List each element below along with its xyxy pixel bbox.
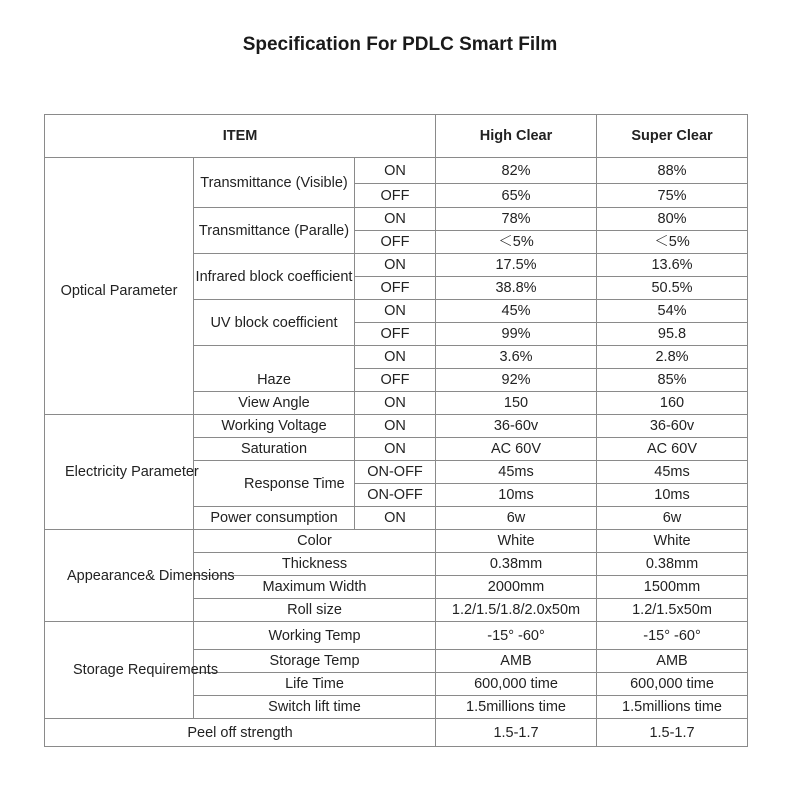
spec-table — [44, 114, 748, 747]
value-cell: 0.38mm — [436, 553, 597, 576]
value-cell: 600,000 time — [436, 673, 597, 696]
state-cell: ON — [355, 300, 436, 323]
state-cell: ON — [355, 208, 436, 231]
category-storage — [45, 622, 219, 719]
value-cell: 600,000 time — [597, 673, 748, 696]
value-cell: 6w — [436, 507, 597, 530]
value-cell: 65% — [436, 184, 597, 208]
category-peel-off-strength: Peel off strength — [45, 719, 436, 747]
value-cell: 54% — [597, 300, 748, 323]
value-cell: AMB — [597, 650, 748, 673]
value-cell: 80% — [597, 208, 748, 231]
value-cell: White — [597, 530, 748, 553]
row-label-roll-size: Roll size — [194, 599, 436, 622]
value-cell: 1500mm — [597, 576, 748, 599]
row-label-storage-temp: Storage Temp — [194, 650, 436, 673]
value-cell: 1.5-1.7 — [436, 719, 597, 747]
header-item: ITEM — [45, 115, 436, 158]
category-appearance-label: Appearance& Dimensions — [67, 567, 235, 584]
value-cell: 82% — [436, 158, 597, 184]
category-appearance — [45, 530, 235, 622]
state-cell: ON — [355, 254, 436, 277]
value-cell: 95.8 — [597, 323, 748, 346]
value-cell: 3.6% — [436, 346, 597, 369]
value-cell: 88% — [597, 158, 748, 184]
state-cell: ON — [355, 507, 436, 530]
row-label-uv: UV block coefficient — [194, 300, 355, 346]
row-label-transmittance-visible: Transmittance (Visible) — [194, 158, 355, 208]
category-optical — [45, 158, 194, 415]
row-label-infrared: Infrared block coefficient — [194, 254, 355, 300]
row-label-response-time: Response Time — [194, 461, 355, 507]
value-cell: 36-60v — [597, 415, 748, 438]
state-cell: ON — [355, 392, 436, 415]
category-optical-label: Optical Parameter — [60, 283, 178, 299]
header-row — [45, 115, 748, 158]
table-row — [45, 415, 748, 438]
value-cell: ＜5% — [436, 231, 597, 254]
table-row — [45, 158, 748, 184]
value-cell: 75% — [597, 184, 748, 208]
row-label-working-temp: Working Temp — [194, 622, 436, 650]
value-cell: -15° -60° — [597, 622, 748, 650]
value-cell: 1.5millions time — [436, 696, 597, 719]
value-cell: 50.5% — [597, 277, 748, 300]
header-high-clear: High Clear — [436, 115, 597, 158]
state-cell: ON — [355, 438, 436, 461]
value-cell: 160 — [597, 392, 748, 415]
row-label-switch-lift-time: Switch lift time — [194, 696, 436, 719]
row-label-view-angle: View Angle — [194, 392, 355, 415]
state-cell: ON — [355, 415, 436, 438]
value-cell: 17.5% — [436, 254, 597, 277]
row-label-working-voltage: Working Voltage — [194, 415, 355, 438]
table-row — [45, 530, 748, 553]
value-cell: ＜5% — [597, 231, 748, 254]
row-label-thickness: Thickness — [194, 553, 436, 576]
row-label-haze: Haze — [194, 346, 355, 392]
state-cell: OFF — [355, 369, 436, 392]
value-cell: 99% — [436, 323, 597, 346]
value-cell: 1.5millions time — [597, 696, 748, 719]
value-cell: 36-60v — [436, 415, 597, 438]
value-cell: -15° -60° — [436, 622, 597, 650]
row-label-maximum-width: Maximum Width — [194, 576, 436, 599]
row-label-color: Color — [194, 530, 436, 553]
value-cell: AC 60V — [436, 438, 597, 461]
table-row — [45, 622, 748, 650]
value-cell: 2.8% — [597, 346, 748, 369]
value-cell: 1.5-1.7 — [597, 719, 748, 747]
state-cell: OFF — [355, 231, 436, 254]
value-cell: 6w — [597, 507, 748, 530]
category-electricity — [45, 415, 199, 530]
value-cell: White — [436, 530, 597, 553]
category-electricity-label: Electricity Parameter — [65, 464, 199, 480]
value-cell: 38.8% — [436, 277, 597, 300]
value-cell: 45% — [436, 300, 597, 323]
state-cell: ON — [355, 346, 436, 369]
header-super-clear: Super Clear — [597, 115, 748, 158]
value-cell: 13.6% — [597, 254, 748, 277]
value-cell: AC 60V — [597, 438, 748, 461]
state-cell: ON — [355, 158, 436, 184]
value-cell: 0.38mm — [597, 553, 748, 576]
value-cell: 2000mm — [436, 576, 597, 599]
value-cell: 45ms — [436, 461, 597, 484]
value-cell: 10ms — [436, 484, 597, 507]
state-cell: OFF — [355, 323, 436, 346]
value-cell: 1.2/1.5/1.8/2.0x50m — [436, 599, 597, 622]
value-cell: 92% — [436, 369, 597, 392]
row-label-saturation: Saturation — [194, 438, 355, 461]
state-cell: OFF — [355, 184, 436, 208]
value-cell: 78% — [436, 208, 597, 231]
row-label-life-time: Life Time — [194, 673, 436, 696]
value-cell: 1.2/1.5x50m — [597, 599, 748, 622]
state-cell: ON-OFF — [355, 461, 436, 484]
state-cell: OFF — [355, 277, 436, 300]
value-cell: 10ms — [597, 484, 748, 507]
page-title: Specification For PDLC Smart Film — [242, 34, 558, 55]
state-cell: ON-OFF — [355, 484, 436, 507]
row-label-transmittance-paralle: Transmittance (Paralle) — [194, 208, 355, 254]
category-storage-label: Storage Requirements — [73, 662, 219, 678]
table-row — [45, 719, 748, 747]
row-label-power-consumption: Power consumption — [194, 507, 355, 530]
value-cell: AMB — [436, 650, 597, 673]
value-cell: 85% — [597, 369, 748, 392]
value-cell: 150 — [436, 392, 597, 415]
value-cell: 45ms — [597, 461, 748, 484]
